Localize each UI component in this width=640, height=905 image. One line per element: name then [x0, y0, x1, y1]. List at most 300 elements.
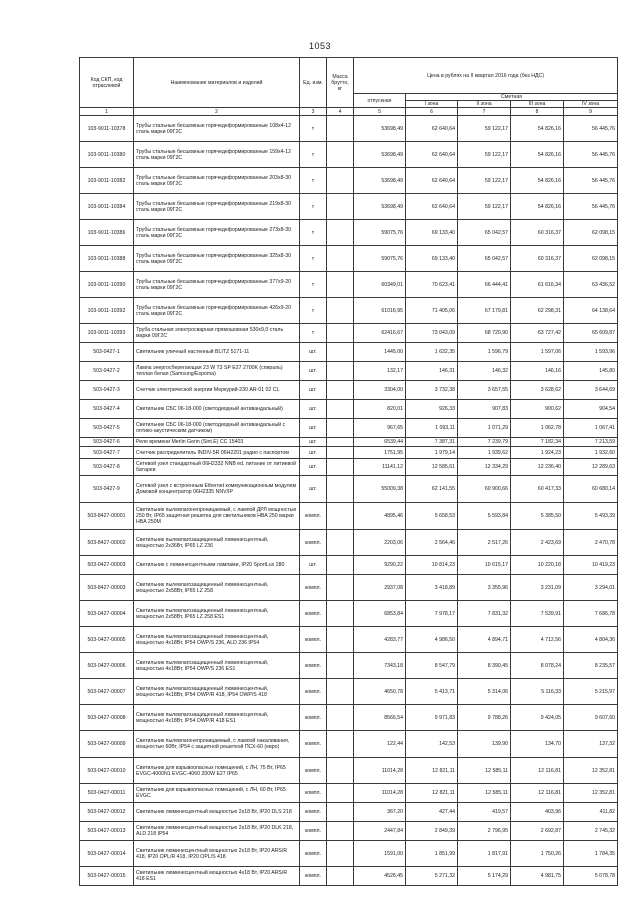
zone-2-price: 9 788,26	[458, 705, 511, 731]
table-row	[80, 575, 618, 601]
item-mass	[327, 194, 354, 220]
item-code: 503-0427-00011	[80, 784, 134, 803]
item-name: Трубы стальные бесшовные горячедеформированные 325х8-30 сталь марки 09Г2С	[134, 246, 300, 272]
item-code: 503-0427-00015	[80, 867, 134, 886]
release-price: 6853,84	[354, 601, 406, 627]
item-code: 103-9011-10378	[80, 116, 134, 142]
table-row	[80, 822, 618, 841]
zone-2-price: 1 817,91	[458, 841, 511, 867]
header-code: Код СКП, код отраслевой	[80, 58, 134, 108]
zone-3-price: 12 116,81	[511, 784, 564, 803]
release-price: 1445,00	[354, 343, 406, 362]
zone-2-price: 12 585,11	[458, 758, 511, 784]
zone-1-price: 62 640,64	[406, 116, 458, 142]
zone-3-price: 403,96	[511, 803, 564, 822]
table-row	[80, 476, 618, 503]
table-row	[80, 503, 618, 530]
release-price: 3304,00	[354, 381, 406, 400]
item-unit: шт.	[300, 447, 327, 459]
release-price: 55009,38	[354, 476, 406, 503]
release-price: 4895,46	[354, 503, 406, 530]
zone-3-price: 1 062,78	[511, 419, 564, 438]
item-code: 503-0427-00009	[80, 731, 134, 758]
item-unit: компл.	[300, 601, 327, 627]
item-mass	[327, 362, 354, 381]
release-price: 53698,49	[354, 168, 406, 194]
item-unit: компл.	[300, 803, 327, 822]
zone-3-price: 4 981,75	[511, 867, 564, 886]
item-name: Светильник с люминесцентными лампами, IP20 SportLux 280	[134, 556, 300, 575]
release-price: 53698,49	[354, 142, 406, 168]
zone-1-price: 71 405,06	[406, 298, 458, 324]
item-unit: шт.	[300, 362, 327, 381]
item-name: Лампа энергосберегающая 23 W T3 SP E27 2700K (спираль) теплая белая (Samsung/Espoma)	[134, 362, 300, 381]
zone-2-price: 68 720,90	[458, 324, 511, 343]
zone-3-price: 61 616,34	[511, 272, 564, 298]
item-code: 103-9011-10386	[80, 220, 134, 246]
item-code: 503-0427-00004	[80, 601, 134, 627]
zone-1-price: 2 564,46	[406, 530, 458, 556]
item-code: 503-0427-00003	[80, 556, 134, 575]
item-unit: компл.	[300, 822, 327, 841]
table-row	[80, 400, 618, 419]
table-row	[80, 272, 618, 298]
item-mass	[327, 705, 354, 731]
item-name: Светильник СБС 06-18-000 (светодиодный антивандальный)	[134, 400, 300, 419]
zone-1-price: 142,53	[406, 731, 458, 758]
table-row	[80, 841, 618, 867]
zone-2-price: 60 900,66	[458, 476, 511, 503]
item-mass	[327, 556, 354, 575]
item-name: Реле времени Merlin Gerin (Sint.E) СС 15403	[134, 438, 300, 447]
zone-1-price: 1 979,14	[406, 447, 458, 459]
header-unit: Ед. изм.	[300, 58, 327, 108]
zone-1-price: 12 585,61	[406, 459, 458, 476]
item-mass	[327, 679, 354, 705]
item-code: 503-0427-4	[80, 400, 134, 419]
item-mass	[327, 530, 354, 556]
zone-3-price: 63 727,42	[511, 324, 564, 343]
zone-4-price: 2 470,78	[564, 530, 618, 556]
item-mass	[327, 731, 354, 758]
zone-2-price: 4 894,71	[458, 627, 511, 653]
zone-4-price: 145,80	[564, 362, 618, 381]
item-name: Труба стальная электросварная прямошовная 530х9,0 сталь марки 09Г2С	[134, 324, 300, 343]
zone-4-price: 3 644,69	[564, 381, 618, 400]
item-mass	[327, 841, 354, 867]
item-unit: т	[300, 272, 327, 298]
item-code: 503-8427-00003	[80, 575, 134, 601]
release-price: 367,20	[354, 803, 406, 822]
item-mass	[327, 168, 354, 194]
table-row	[80, 784, 618, 803]
item-unit: компл.	[300, 867, 327, 886]
zone-3-price: 146,16	[511, 362, 564, 381]
release-price: 967,65	[354, 419, 406, 438]
item-unit: шт.	[300, 419, 327, 438]
item-name: Светильник пылевлагозащищенный люминесцентный, мощностью 4х18Вт, IP54 OWP/S 236, ALD 236 IP54	[134, 627, 300, 653]
table-row	[80, 731, 618, 758]
zone-1-price: 3 732,38	[406, 381, 458, 400]
release-price: 8566,54	[354, 705, 406, 731]
zone-2-price: 419,57	[458, 803, 511, 822]
item-code: 503-8427-00002	[80, 530, 134, 556]
item-code: 103-9011-10388	[80, 246, 134, 272]
zone-2-price: 8 390,45	[458, 653, 511, 679]
item-mass	[327, 298, 354, 324]
zone-1-price: 62 640,64	[406, 142, 458, 168]
column-number: 2	[134, 108, 300, 116]
table-row	[80, 530, 618, 556]
item-code: 503-0427-1	[80, 343, 134, 362]
release-price: 11014,28	[354, 758, 406, 784]
release-price: 62416,67	[354, 324, 406, 343]
zone-4-price: 65 609,87	[564, 324, 618, 343]
zone-2-price: 65 042,57	[458, 246, 511, 272]
item-name: Сетевой узел с встроенным Ethernet коммуникационным модулем Домовой концентратор 06Н2335 NNV/IP	[134, 476, 300, 503]
item-mass	[327, 575, 354, 601]
zone-4-price: 2 745,32	[564, 822, 618, 841]
item-mass	[327, 784, 354, 803]
item-mass	[327, 803, 354, 822]
release-price: 820,01	[354, 400, 406, 419]
zone-4-price: 1 067,41	[564, 419, 618, 438]
item-code: 103-9011-10380	[80, 142, 134, 168]
item-code: 503-0427-00007	[80, 679, 134, 705]
item-code: 503-0427-00010	[80, 758, 134, 784]
table-row	[80, 556, 618, 575]
zone-4-price: 63 436,52	[564, 272, 618, 298]
column-number: 1	[80, 108, 134, 116]
item-name: Светильник пылевлагозащищенный люминесцентный, мощностью 4х18Вт, IP54 OWP/S 236 ES1	[134, 653, 300, 679]
zone-4-price: 56 445,76	[564, 116, 618, 142]
item-mass	[327, 343, 354, 362]
item-unit: компл.	[300, 530, 327, 556]
release-price: 11141,12	[354, 459, 406, 476]
zone-4-price: 1 593,96	[564, 343, 618, 362]
item-code: 503-0427-7	[80, 447, 134, 459]
column-number: 7	[458, 108, 511, 116]
zone-2-price: 65 042,57	[458, 220, 511, 246]
item-code: 103-9011-10393	[80, 324, 134, 343]
item-unit: компл.	[300, 784, 327, 803]
item-unit: компл.	[300, 841, 327, 867]
item-mass	[327, 867, 354, 886]
table-row	[80, 601, 618, 627]
item-name: Светильник пылевлагозащищенный люминесцентный, мощностью 2х36Вт, IP65 LZ 236	[134, 530, 300, 556]
table-body	[80, 116, 618, 886]
item-code: 503-0427-00008	[80, 705, 134, 731]
zone-2-price: 7 831,32	[458, 601, 511, 627]
item-mass	[327, 438, 354, 447]
release-price: 53698,49	[354, 194, 406, 220]
item-code: 503-0427-00006	[80, 653, 134, 679]
item-name: Светильник пылевлагозащищенный люминесцентный, мощностью 2х58Вт, IP65 LZ 258 ES1	[134, 601, 300, 627]
zone-2-price: 146,32	[458, 362, 511, 381]
item-mass	[327, 116, 354, 142]
zone-3-price: 54 826,16	[511, 168, 564, 194]
zone-2-price: 2 517,26	[458, 530, 511, 556]
item-code: 503-0427-00013	[80, 822, 134, 841]
column-number: 6	[406, 108, 458, 116]
zone-1-price: 5 271,32	[406, 867, 458, 886]
zone-4-price: 12 352,81	[564, 758, 618, 784]
table-row	[80, 419, 618, 438]
zone-1-price: 3 418,89	[406, 575, 458, 601]
item-unit: компл.	[300, 653, 327, 679]
item-code: 103-9011-10390	[80, 272, 134, 298]
zone-1-price: 9 971,83	[406, 705, 458, 731]
release-price: 61016,95	[354, 298, 406, 324]
zone-3-price: 60 316,37	[511, 220, 564, 246]
table-row	[80, 679, 618, 705]
header-zone-2: II зона	[458, 101, 511, 108]
zone-3-price: 12 236,40	[511, 459, 564, 476]
table-row	[80, 220, 618, 246]
zone-4-price: 56 445,76	[564, 168, 618, 194]
item-unit: т	[300, 168, 327, 194]
item-name: Светильник люминесцентный мощностью 2х18 Вт, IP20 DLS 218	[134, 803, 300, 822]
column-number: 8	[511, 108, 564, 116]
item-mass	[327, 459, 354, 476]
item-mass	[327, 381, 354, 400]
item-name: Светильник для взрывоопасных помещений, с ЛН, 75 Вт, IP65 EVGC-4000N1 EVGC-4060 200W E27 IP65	[134, 758, 300, 784]
release-price: 122,44	[354, 731, 406, 758]
item-unit: компл.	[300, 679, 327, 705]
release-price: 2447,84	[354, 822, 406, 841]
header-zone-4: IV зона	[564, 101, 618, 108]
item-mass	[327, 447, 354, 459]
zone-4-price: 12 289,63	[564, 459, 618, 476]
item-name: Трубы стальные бесшовные горячедеформированные 219х8-30 сталь марки 09Г2С	[134, 194, 300, 220]
zone-2-price: 5 593,84	[458, 503, 511, 530]
item-name: Трубы стальные бесшовные горячедеформированные 159х4-12 сталь марки 09Г2С	[134, 142, 300, 168]
header-price-group: Цена в рублях на II квартал 2016 года (без НДС)	[354, 58, 618, 94]
release-price: 1591,00	[354, 841, 406, 867]
item-mass	[327, 758, 354, 784]
item-unit: шт.	[300, 381, 327, 400]
zone-3-price: 54 826,16	[511, 194, 564, 220]
zone-3-price: 12 116,81	[511, 758, 564, 784]
zone-1-price: 70 623,41	[406, 272, 458, 298]
item-unit: шт.	[300, 438, 327, 447]
item-code: 503-0427-00005	[80, 627, 134, 653]
header-estimated-price: Сметная	[406, 94, 618, 101]
zone-2-price: 59 122,17	[458, 194, 511, 220]
item-unit: т	[300, 142, 327, 168]
zone-1-price: 926,33	[406, 400, 458, 419]
table-row	[80, 459, 618, 476]
item-mass	[327, 419, 354, 438]
zone-4-price: 5 078,78	[564, 867, 618, 886]
zone-4-price: 7 686,78	[564, 601, 618, 627]
item-code: 503-0427-5	[80, 419, 134, 438]
zone-1-price: 12 821,11	[406, 784, 458, 803]
zone-1-price: 5 658,53	[406, 503, 458, 530]
item-mass	[327, 220, 354, 246]
release-price: 2203,06	[354, 530, 406, 556]
item-name: Счетчик распределитель INDIV-5R 06Н2201 радио с паспортом	[134, 447, 300, 459]
item-mass	[327, 324, 354, 343]
release-price: 6539,44	[354, 438, 406, 447]
header-release-price: отпускная	[354, 94, 406, 108]
zone-4-price: 411,82	[564, 803, 618, 822]
zone-4-price: 4 804,36	[564, 627, 618, 653]
table-row	[80, 116, 618, 142]
item-unit: т	[300, 194, 327, 220]
release-price: 4650,78	[354, 679, 406, 705]
item-mass	[327, 503, 354, 530]
zone-2-price: 3 657,55	[458, 381, 511, 400]
zone-3-price: 1 750,26	[511, 841, 564, 867]
zone-3-price: 60 316,37	[511, 246, 564, 272]
table-row	[80, 867, 618, 886]
zone-4-price: 64 138,64	[564, 298, 618, 324]
item-unit: компл.	[300, 731, 327, 758]
item-name: Трубы стальные бесшовные горячедеформированные 377х9-20 сталь марки 09Г2С	[134, 272, 300, 298]
zone-1-price: 62 141,55	[406, 476, 458, 503]
zone-3-price: 8 078,24	[511, 653, 564, 679]
zone-3-price: 10 220,18	[511, 556, 564, 575]
item-mass	[327, 822, 354, 841]
header-name: Наименование материалов и изделий	[134, 58, 300, 108]
item-code: 503-0427-3	[80, 381, 134, 400]
zone-3-price: 54 826,16	[511, 142, 564, 168]
column-number: 5	[354, 108, 406, 116]
zone-3-price: 3 628,62	[511, 381, 564, 400]
zone-2-price: 1 596,79	[458, 343, 511, 362]
item-name: Светильник пылевлагозащищенный люминесцентный, мощностью 4х18Вт, IP54 OWP/R 418 ES1	[134, 705, 300, 731]
zone-1-price: 1 093,11	[406, 419, 458, 438]
zone-2-price: 66 444,41	[458, 272, 511, 298]
item-unit: т	[300, 246, 327, 272]
zone-1-price: 7 387,31	[406, 438, 458, 447]
item-name: Светильник люминесцентный мощностью 2х18 Вт, IP20 ARS/R 418, IP20 OPL/R 418, IP20 OPL/S 418	[134, 841, 300, 867]
item-mass	[327, 400, 354, 419]
zone-2-price: 59 122,17	[458, 168, 511, 194]
zone-4-price: 56 445,76	[564, 142, 618, 168]
item-code: 503-0427-6	[80, 438, 134, 447]
item-mass	[327, 476, 354, 503]
table-row	[80, 653, 618, 679]
zone-3-price: 1 924,23	[511, 447, 564, 459]
zone-1-price: 4 986,50	[406, 627, 458, 653]
zone-4-price: 60 680,14	[564, 476, 618, 503]
item-unit: т	[300, 298, 327, 324]
zone-2-price: 3 355,96	[458, 575, 511, 601]
zone-2-price: 10 615,17	[458, 556, 511, 575]
item-unit: т	[300, 220, 327, 246]
item-name: Светильник СБС 06-18-000 (светодиодный антивандальный с оптико-акустическим датчиком)	[134, 419, 300, 438]
zone-4-price: 7 213,59	[564, 438, 618, 447]
table-row	[80, 438, 618, 447]
table-row	[80, 343, 618, 362]
item-name: Трубы стальные бесшовные горячедеформированные 426х9-20 сталь марки 09Г2С	[134, 298, 300, 324]
zone-1-price: 1 632,35	[406, 343, 458, 362]
table-row	[80, 627, 618, 653]
table-row	[80, 362, 618, 381]
item-mass	[327, 601, 354, 627]
zone-2-price: 139,90	[458, 731, 511, 758]
release-price: 4283,77	[354, 627, 406, 653]
item-name: Светильник пылевлагозащищенный люминесцентный, мощностью 2х58Вт, IP65 LZ 258	[134, 575, 300, 601]
release-price: 2937,08	[354, 575, 406, 601]
zone-3-price: 7 539,91	[511, 601, 564, 627]
zone-2-price: 7 239,79	[458, 438, 511, 447]
zone-2-price: 1 939,62	[458, 447, 511, 459]
table-header	[80, 58, 618, 116]
zone-4-price: 8 235,57	[564, 653, 618, 679]
page-number: 1053	[308, 41, 332, 51]
zone-2-price: 907,83	[458, 400, 511, 419]
table-row	[80, 803, 618, 822]
release-price: 1751,95	[354, 447, 406, 459]
zone-4-price: 12 352,81	[564, 784, 618, 803]
zone-4-price: 56 445,76	[564, 194, 618, 220]
zone-3-price: 2 692,87	[511, 822, 564, 841]
zone-1-price: 5 413,71	[406, 679, 458, 705]
release-price: 132,17	[354, 362, 406, 381]
zone-3-price: 900,62	[511, 400, 564, 419]
item-name: Трубы стальные бесшовные горячедеформированные 273х8-30 сталь марки 09Г2С	[134, 220, 300, 246]
item-name: Светильник люминесцентный мощностью 4х18 Вт, IP20 ARS/R 418 ES1	[134, 867, 300, 886]
release-price: 53698,49	[354, 116, 406, 142]
zone-1-price: 62 640,64	[406, 194, 458, 220]
zone-2-price: 12 585,11	[458, 784, 511, 803]
item-mass	[327, 627, 354, 653]
table-row	[80, 298, 618, 324]
release-price: 11014,28	[354, 784, 406, 803]
zone-1-price: 69 133,40	[406, 220, 458, 246]
zone-3-price: 3 231,09	[511, 575, 564, 601]
release-price: 7343,18	[354, 653, 406, 679]
zone-1-price: 146,31	[406, 362, 458, 381]
zone-1-price: 1 851,99	[406, 841, 458, 867]
item-mass	[327, 246, 354, 272]
zone-1-price: 8 547,79	[406, 653, 458, 679]
zone-4-price: 62 098,15	[564, 220, 618, 246]
zone-3-price: 5 116,33	[511, 679, 564, 705]
item-mass	[327, 272, 354, 298]
zone-3-price: 62 298,31	[511, 298, 564, 324]
item-code: 503-0427-00012	[80, 803, 134, 822]
zone-1-price: 62 640,64	[406, 168, 458, 194]
table-row	[80, 705, 618, 731]
zone-1-price: 69 133,40	[406, 246, 458, 272]
column-number-row	[80, 108, 618, 116]
item-unit: шт.	[300, 343, 327, 362]
release-price: 59075,76	[354, 220, 406, 246]
table-row	[80, 758, 618, 784]
item-name: Светильник пылевлагонепроницаемый, с лампой ДРЛ мощностью 250 Вт, IP65 защитная решетка для светильников HBA 250 марки HBA 250M	[134, 503, 300, 530]
item-unit: компл.	[300, 575, 327, 601]
header-mass: Масса брутто, кг	[327, 58, 354, 108]
release-price: 60349,01	[354, 272, 406, 298]
item-code: 503-8427-00001	[80, 503, 134, 530]
zone-2-price: 67 179,81	[458, 298, 511, 324]
item-unit: т	[300, 116, 327, 142]
item-name: Светильник люминесцентный мощностью 2х18 Вт, IP20 DLK 218, ALD 218 IP54	[134, 822, 300, 841]
zone-3-price: 54 826,16	[511, 116, 564, 142]
item-unit: компл.	[300, 758, 327, 784]
zone-3-price: 134,70	[511, 731, 564, 758]
table-row	[80, 168, 618, 194]
item-name: Светильник пылевлагонепроницаемый, с лампой накаливания, мощностью 60Вт, IP54 с защитной решеткой ПСХ-60 (евро)	[134, 731, 300, 758]
item-name: Счетчик электрической энергии Меркурий-230 AR-01 02 CL	[134, 381, 300, 400]
item-name: Светильник пылевлагозащищенный люминесцентный, мощностью 4х18Вт, IP54 OWP/R 418, IP54 OWP/S 418	[134, 679, 300, 705]
column-number: 3	[300, 108, 327, 116]
item-name: Трубы стальные бесшовные горячедеформированные 108х4-12 сталь марки 09Г2С	[134, 116, 300, 142]
